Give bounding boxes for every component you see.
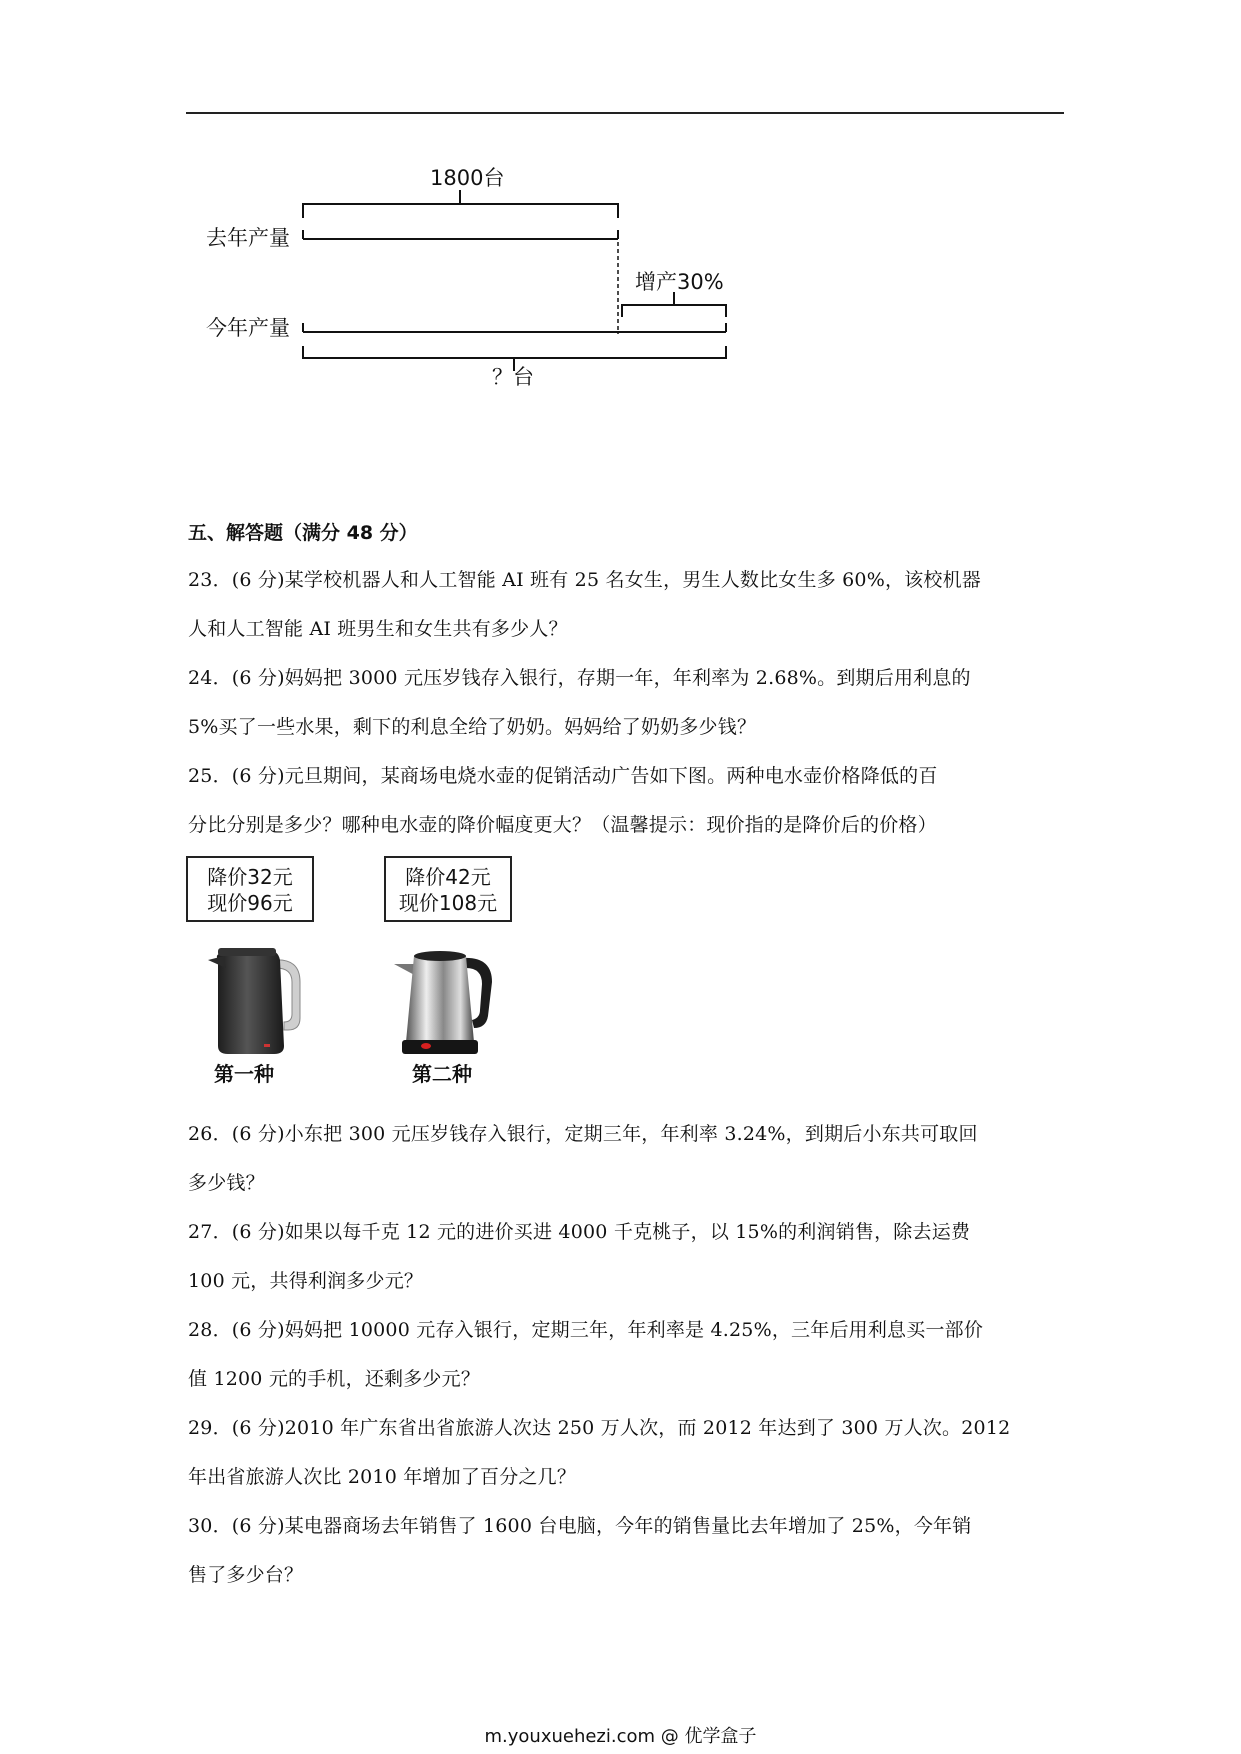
unknown-total-label: ？台 xyxy=(492,365,534,389)
production-diagram xyxy=(186,160,746,400)
question-line: 25．(6 分)元旦期间，某商场电烧水壶的促销活动广告如下图。两种电水壶价格降低的百 xyxy=(188,765,938,787)
footer-watermark: m.youxuehezi.com @ 优学盒子 xyxy=(484,1726,757,1747)
steel-kettle-image xyxy=(392,938,502,1058)
kettle-figure xyxy=(186,856,546,1096)
last-year-label: 去年产量 xyxy=(206,226,290,250)
question-line: 值 1200 元的手机，还剩多少元？ xyxy=(188,1368,481,1390)
discount-text: 降价32元 xyxy=(207,865,293,889)
question-line: 23．(6 分)某学校机器人和人工智能 AI 班有 25 名女生，男生人数比女生多 60%，该校机器 xyxy=(188,569,981,591)
price-box-second xyxy=(384,856,512,922)
black-kettle-image xyxy=(204,938,314,1058)
kettle-caption-first: 第一种 xyxy=(214,1062,274,1086)
question-line: 28．(6 分)妈妈把 10000 元存入银行，定期三年，年利率是 4.25%，三年后用利息买一部价 xyxy=(188,1319,984,1341)
increase-label: 增产30% xyxy=(635,270,724,294)
question-line: 100 元，共得利润多少元？ xyxy=(188,1270,424,1292)
section-title: 五、解答题（满分 48 分） xyxy=(188,522,418,544)
current-price-text: 现价108元 xyxy=(398,891,498,915)
question-line: 26．(6 分)小东把 300 元压岁钱存入银行，定期三年，年利率 3.24%，到期后小东共可取回 xyxy=(188,1123,978,1145)
question-line: 人和人工智能 AI 班男生和女生共有多少人？ xyxy=(188,618,568,640)
last-year-total-label: 1800台 xyxy=(430,166,505,190)
question-line: 30．(6 分)某电器商场去年销售了 1600 台电脑，今年的销售量比去年增加了 25%，今年销 xyxy=(188,1515,972,1537)
header-rule xyxy=(186,112,1064,114)
question-line: 分比分别是多少？哪种电水壶的降价幅度更大？（温馨提示：现价指的是降价后的价格） xyxy=(188,814,937,836)
question-line: 27．(6 分)如果以每千克 12 元的进价买进 4000 千克桃子，以 15%的利润销售，除去运费 xyxy=(188,1221,971,1243)
question-line: 年出省旅游人次比 2010 年增加了百分之几？ xyxy=(188,1466,577,1488)
question-line: 5%买了一些水果，剩下的利息全给了奶奶。妈妈给了奶奶多少钱？ xyxy=(188,716,757,738)
question-line: 29．(6 分)2010 年广东省出省旅游人次达 250 万人次，而 2012 年达到了 300 万人次。2012 xyxy=(188,1417,1011,1439)
question-line: 售了多少台？ xyxy=(188,1564,304,1586)
this-year-label: 今年产量 xyxy=(206,316,290,340)
question-line: 24．(6 分)妈妈把 3000 元压岁钱存入银行，存期一年，年利率为 2.68%。到期后用利息的 xyxy=(188,667,971,689)
discount-text: 降价42元 xyxy=(405,865,491,889)
kettle-caption-second: 第二种 xyxy=(412,1062,472,1086)
current-price-text: 现价96元 xyxy=(207,891,293,915)
question-line: 多少钱？ xyxy=(188,1172,265,1194)
price-box-first xyxy=(186,856,314,922)
